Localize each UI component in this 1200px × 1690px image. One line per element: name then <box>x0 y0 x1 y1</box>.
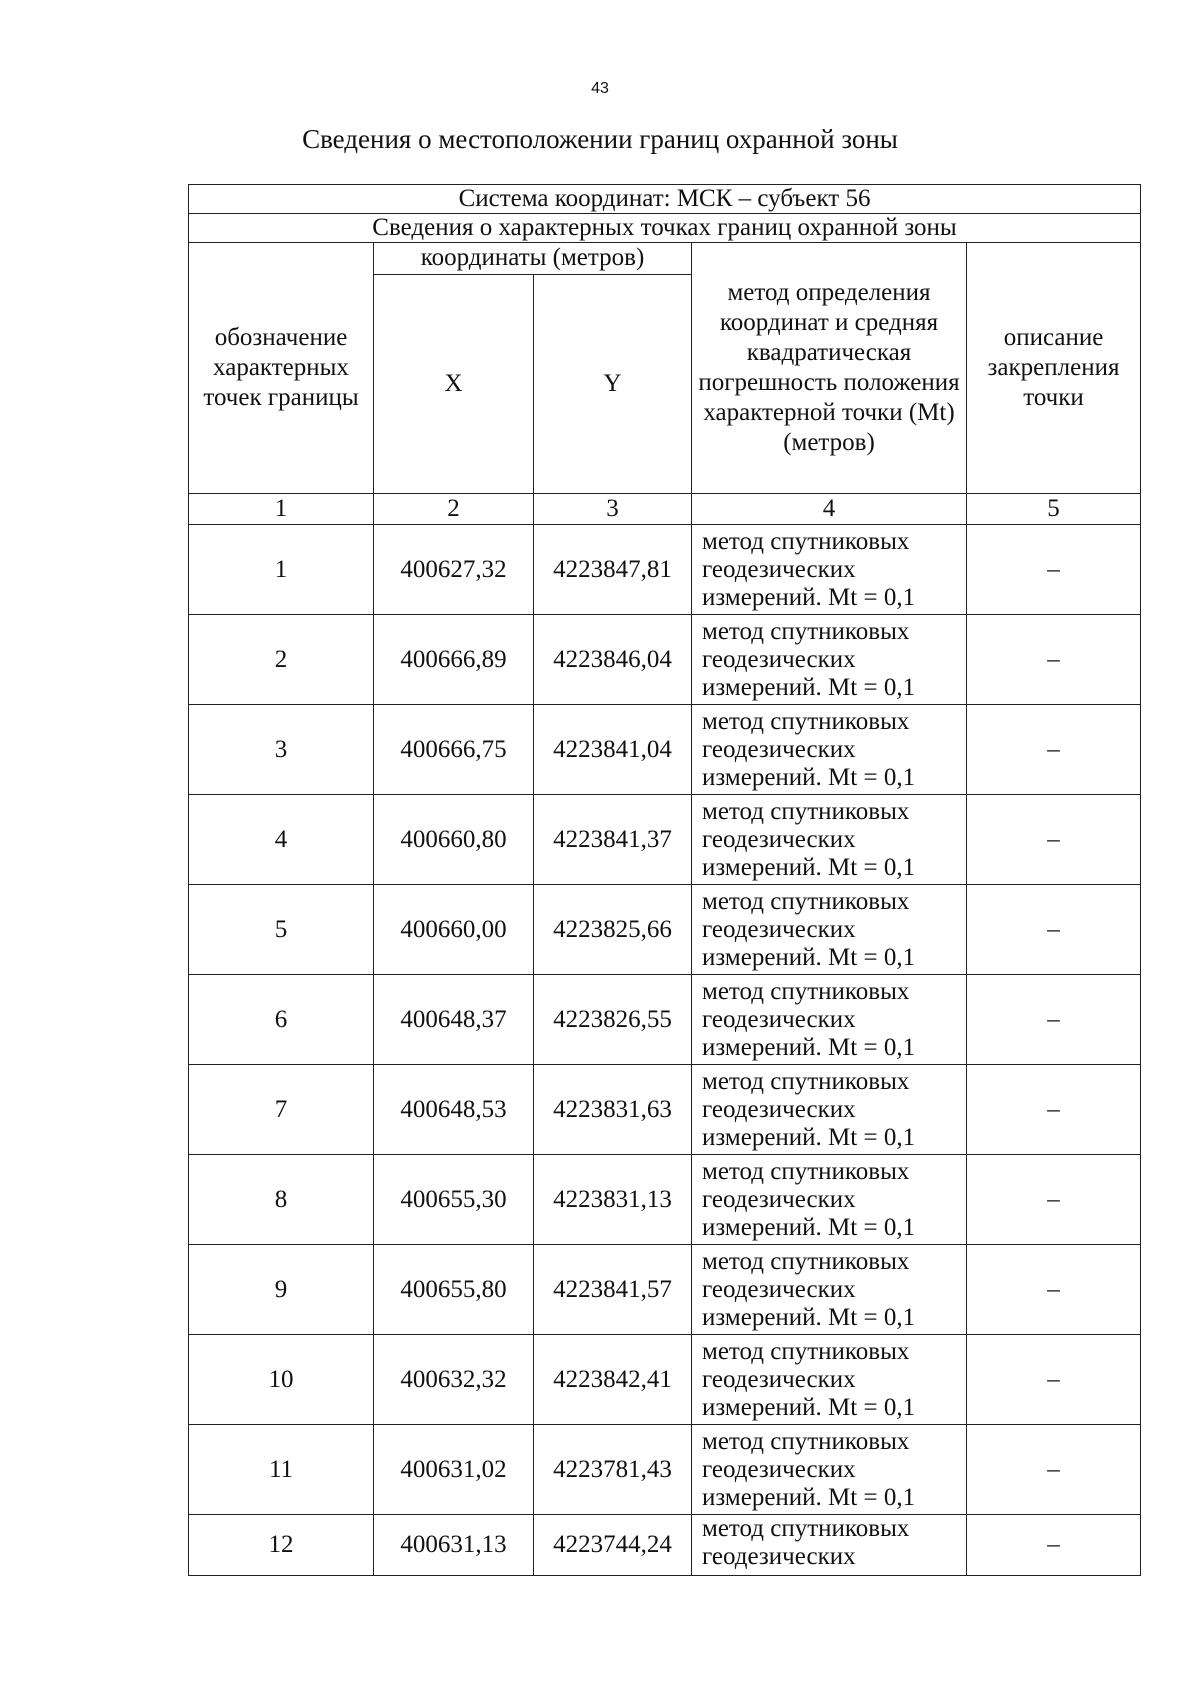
x-coordinate-cell: 400632,32 <box>374 1335 534 1425</box>
y-coordinate-cell: 4223781,43 <box>534 1425 692 1515</box>
y-coordinate-cell: 4223831,13 <box>534 1155 692 1245</box>
point-number-cell: 10 <box>189 1335 374 1425</box>
boundary-points-table <box>188 184 1141 1576</box>
description-cell: – <box>967 705 1141 795</box>
column-number: 5 <box>967 494 1141 525</box>
method-text: метод спутниковых геодезических измерений. Mt = 0,1 <box>702 977 916 1061</box>
y-coordinate-cell: 4223847,81 <box>534 525 692 615</box>
point-number-cell: 1 <box>189 525 374 615</box>
table-row <box>189 975 1141 1065</box>
method-text: метод спутниковых геодезических измерений. Mt = 0,1 <box>702 1067 916 1151</box>
description-cell: – <box>967 885 1141 975</box>
method-cell <box>692 1425 967 1515</box>
y-coordinate-cell: 4223841,57 <box>534 1245 692 1335</box>
description-cell: – <box>967 1065 1141 1155</box>
method-cell <box>692 885 967 975</box>
x-coordinate-cell: 400660,00 <box>374 885 534 975</box>
description-cell: – <box>967 1425 1141 1515</box>
description-cell: – <box>967 1155 1141 1245</box>
y-coordinate-cell: 4223826,55 <box>534 975 692 1065</box>
point-number-cell: 2 <box>189 615 374 705</box>
column-header-row <box>189 243 1141 275</box>
y-coordinate-cell: 4223846,04 <box>534 615 692 705</box>
method-cell <box>692 1065 967 1155</box>
description-cell: – <box>967 795 1141 885</box>
method-text: метод спутниковых геодезических <box>702 1515 910 1570</box>
point-number-cell: 11 <box>189 1425 374 1515</box>
x-coordinate-cell: 400655,30 <box>374 1155 534 1245</box>
point-number-cell: 9 <box>189 1245 374 1335</box>
column-number-row <box>189 494 1141 525</box>
header-x: X <box>374 274 534 493</box>
point-number-cell: 3 <box>189 705 374 795</box>
method-cell <box>692 615 967 705</box>
method-text: метод спутниковых геодезических измерений. Mt = 0,1 <box>702 617 916 701</box>
table-row <box>189 795 1141 885</box>
table-row <box>189 1155 1141 1245</box>
table-row <box>189 885 1141 975</box>
method-text: метод спутниковых геодезических измерений. Mt = 0,1 <box>702 887 916 971</box>
x-coordinate-cell: 400648,37 <box>374 975 534 1065</box>
method-text: метод спутниковых геодезических измерений. Mt = 0,1 <box>702 797 916 881</box>
column-number: 4 <box>692 494 967 525</box>
method-text: метод спутниковых геодезических измерений. Mt = 0,1 <box>702 1337 916 1421</box>
y-coordinate-cell: 4223831,63 <box>534 1065 692 1155</box>
y-coordinate-cell: 4223841,04 <box>534 705 692 795</box>
point-number-cell: 6 <box>189 975 374 1065</box>
point-number-cell: 12 <box>189 1515 374 1576</box>
y-coordinate-cell: 4223744,24 <box>534 1515 692 1576</box>
section-title-row <box>189 214 1141 243</box>
section-title-cell: Сведения о характерных точках границ охранной зоны <box>189 214 1141 243</box>
description-cell: – <box>967 615 1141 705</box>
x-coordinate-cell: 400660,80 <box>374 795 534 885</box>
point-number-cell: 5 <box>189 885 374 975</box>
method-text: метод спутниковых геодезических измерений. Mt = 0,1 <box>702 527 916 611</box>
x-coordinate-cell: 400631,02 <box>374 1425 534 1515</box>
x-coordinate-cell: 400648,53 <box>374 1065 534 1155</box>
column-number: 2 <box>374 494 534 525</box>
table-row <box>189 525 1141 615</box>
description-cell: – <box>967 1245 1141 1335</box>
header-coordinates: координаты (метров) <box>374 243 692 275</box>
column-number: 1 <box>189 494 374 525</box>
table-row <box>189 1335 1141 1425</box>
method-cell <box>692 1515 967 1576</box>
table-row <box>189 1425 1141 1515</box>
description-cell: – <box>967 1515 1141 1576</box>
table-row <box>189 615 1141 705</box>
page-number: 43 <box>591 80 609 97</box>
x-coordinate-cell: 400655,80 <box>374 1245 534 1335</box>
method-cell <box>692 1155 967 1245</box>
method-cell <box>692 705 967 795</box>
y-coordinate-cell: 4223841,37 <box>534 795 692 885</box>
header-description: описание закрепления точки <box>967 243 1141 494</box>
method-cell <box>692 975 967 1065</box>
point-number-cell: 4 <box>189 795 374 885</box>
header-method: метод определения координат и средняя квадратическая погрешность положения характерной точки (Mt) (метров) <box>692 243 967 494</box>
table-row <box>189 705 1141 795</box>
x-coordinate-cell: 400631,13 <box>374 1515 534 1576</box>
coordinate-system-cell: Система координат: МСК – субъект 56 <box>189 185 1141 214</box>
method-text: метод спутниковых геодезических измерений. Mt = 0,1 <box>702 1427 916 1511</box>
table-row <box>189 1065 1141 1155</box>
column-number: 3 <box>534 494 692 525</box>
description-cell: – <box>967 975 1141 1065</box>
description-cell: – <box>967 1335 1141 1425</box>
x-coordinate-cell: 400627,32 <box>374 525 534 615</box>
y-coordinate-cell: 4223825,66 <box>534 885 692 975</box>
table-row <box>189 1245 1141 1335</box>
coordinate-system-row <box>189 185 1141 214</box>
description-cell: – <box>967 525 1141 615</box>
header-y: Y <box>534 274 692 493</box>
method-cell <box>692 795 967 885</box>
method-text: метод спутниковых геодезических измерений. Mt = 0,1 <box>702 1157 916 1241</box>
point-number-cell: 8 <box>189 1155 374 1245</box>
point-number-cell: 7 <box>189 1065 374 1155</box>
x-coordinate-cell: 400666,75 <box>374 705 534 795</box>
method-cell <box>692 525 967 615</box>
document-title: Сведения о местоположении границ охранной зоны <box>302 124 898 154</box>
x-coordinate-cell: 400666,89 <box>374 615 534 705</box>
y-coordinate-cell: 4223842,41 <box>534 1335 692 1425</box>
method-cell <box>692 1245 967 1335</box>
method-cell <box>692 1335 967 1425</box>
method-text: метод спутниковых геодезических измерений. Mt = 0,1 <box>702 1247 916 1331</box>
header-point-designation: обозначение характерных точек границы <box>189 243 374 494</box>
table-row <box>189 1515 1141 1576</box>
method-text: метод спутниковых геодезических измерений. Mt = 0,1 <box>702 707 916 791</box>
